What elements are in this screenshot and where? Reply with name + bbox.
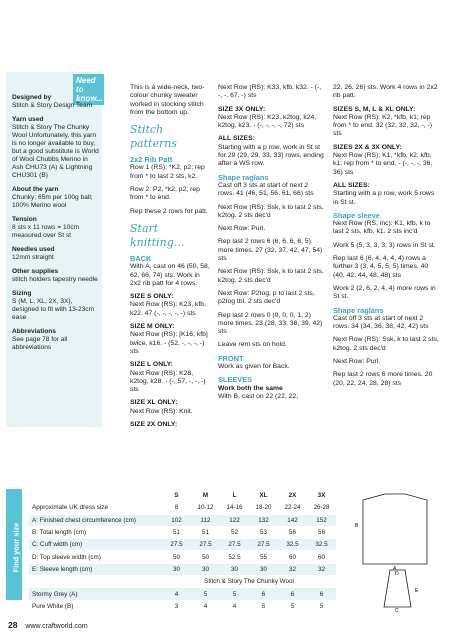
sidebar-heading: Designed by <box>12 94 52 101</box>
table-cell: 27.5 <box>220 539 249 551</box>
page-number: 28 <box>8 620 18 630</box>
sleeve-row-4: Work 2 (2, 6, 2, 4, 4) more rows in St st. <box>333 284 436 301</box>
table-row <box>29 539 336 551</box>
need-to-know-badge: Need to know... <box>73 74 104 105</box>
table-cell: 5 <box>191 588 220 600</box>
rib-row-2: Row 2: P2, *k2, p2; rep from * to end. <box>130 186 200 202</box>
table-cell: 132 <box>249 514 278 526</box>
sidebar-heading: About the yarn <box>12 186 59 193</box>
body-outline <box>363 494 427 564</box>
sidebar-text: 12mm straight <box>12 254 54 261</box>
table-cell: M <box>191 490 220 502</box>
table-cell: 14-16 <box>220 502 249 514</box>
all-sizes-text-2: Starting with a p row, work 5 rows in St st. <box>333 190 435 206</box>
table-row <box>29 502 336 514</box>
table-cell: 5 <box>249 600 278 612</box>
raglans-row-2: Next Row: Purl. <box>218 225 266 233</box>
table-cell: 142 <box>278 514 307 526</box>
find-your-size-tab <box>6 489 22 600</box>
raglans-row-6: Rep last 2 rows 0 (0, 0, 0, 1, 2) more times. 23 (28, 33, 38, 39, 42) sts <box>218 311 323 336</box>
label-b: B <box>355 523 359 529</box>
table-cell: 51 <box>162 526 191 538</box>
all-sizes-heading: ALL SIZES: <box>218 135 255 143</box>
need-to-know-content <box>12 88 100 352</box>
table-cell: 3 <box>162 600 191 612</box>
sleeve-raglans-row-3: Rep last 2 rows 6 more times. 20 (20, 22, 24, 28, 28) sts <box>333 371 433 387</box>
front-text: Work as given for Back. <box>218 363 290 371</box>
table-cell: 5 <box>307 600 336 612</box>
all-sizes-text: Starting with a p row, work in St st for 29 (29, 29, 33, 33) rows, ending after a WS row. <box>218 143 324 168</box>
size-l-text: Next Row (RS): K28, k2tog, k28. - (-, 57, -, -, -) sts <box>130 369 206 394</box>
all-sizes-heading-2: ALL SIZES: <box>333 181 370 189</box>
row-label: E: Sleeve length (cm) <box>29 563 162 575</box>
sleeves-cont-text: 22, 26, 26) sts. Work 4 rows in 2x2 rib patt. <box>333 84 438 100</box>
shape-sleeve-heading: Shape sleeve <box>333 210 380 220</box>
size-m-text: Next Row (RS): [K16, kfb] twice, k16. - (52, -, -, -, -) sts <box>130 331 208 355</box>
row-label: Stormy Grey (A) <box>29 588 162 600</box>
table-cell: 30 <box>249 563 278 575</box>
table-cell: 8 <box>162 502 191 514</box>
sleeve-raglans-heading: Shape raglans <box>333 305 384 315</box>
table-cell: 50 <box>191 551 220 563</box>
rib-repeat: Rep these 2 rows for patt. <box>130 207 208 215</box>
table-cell: 32.5 <box>278 539 307 551</box>
size-3x-text: Next Row (RS): K23, k2tog, k24, k2tog, k23. - (-, -, -, -, 72) sts <box>218 113 317 130</box>
sleeve-row-2: Work 5 (5, 3, 3, 3, 3) rows in St st. <box>333 241 436 249</box>
table-cell: 6 <box>278 588 307 600</box>
sleeve-row-3: Rep last 6 (6, 4, 4, 4, 4) rows a further 3 (3, 4, 5, 5, 5) times. 40 (40, 42, 44, 48, 48) sts <box>333 255 429 279</box>
sidebar-text: 8 sts x 11 rows = 10cm measured over St st <box>12 224 80 239</box>
table-cell: 32.5 <box>307 539 336 551</box>
table-cell: 60 <box>278 551 307 563</box>
sidebar-heading: Yarn used <box>12 116 44 123</box>
sizes-2x3x-text: Next Row (RS): K1, *kfb, k2, kfb, k1; rep from * to end. - (-, -, -, 36, 36) sts <box>333 152 433 176</box>
table-cell: 32 <box>307 563 336 575</box>
shape-raglans-heading: Shape raglans <box>218 172 269 182</box>
garment-schematic <box>345 492 445 612</box>
size-2x-text: Next Row (RS): K33, kfb, k32. - (-, -, -, 67, -) sts <box>218 84 322 100</box>
label-a: A <box>393 566 397 572</box>
table-cell: 32 <box>278 563 307 575</box>
sidebar-text: Chunky; 65m per 100g ball; 100% Merino wool <box>12 194 93 209</box>
table-cell: 6 <box>249 588 278 600</box>
size-table <box>29 490 336 613</box>
label-e: E <box>415 588 419 594</box>
table-cell: 30 <box>162 563 191 575</box>
table-cell: 60 <box>307 551 336 563</box>
stitch-patterns-heading: Stitch patterns <box>130 123 177 151</box>
sidebar-text: Stitch & Story Design Team <box>12 102 93 109</box>
table-cell: 4 <box>162 588 191 600</box>
sidebar-heading: Abbreviations <box>12 328 56 335</box>
sidebar-text: See page 78 for all abbreviations <box>12 336 68 351</box>
table-cell: 5 <box>220 588 249 600</box>
intro-text: This is a wide-neck, two-colour chunky sweater worked in stocking stitch from the bottom up. <box>130 84 205 116</box>
table-cell: 112 <box>191 514 220 526</box>
size-xl-heading: SIZE XL ONLY: <box>130 399 178 407</box>
table-cell: 26-28 <box>307 502 336 514</box>
table-cell: L <box>220 490 249 502</box>
sidebar-heading: Needles used <box>12 246 55 253</box>
table-cell: 3X <box>307 490 336 502</box>
table-cell: 56 <box>307 526 336 538</box>
sidebar-text: Stitch & Story The Chunky Wool Unfortunately, this yarn is no longer available to buy, but a good substitute is World of Wool Chubbs Merino in Ash CHU73 (A) & Lightning CHU301 (B) <box>12 124 99 179</box>
size-3x-heading: SIZE 3X ONLY: <box>218 105 266 113</box>
sidebar-heading: Sizing <box>12 290 32 297</box>
front-heading: FRONT <box>218 353 244 363</box>
raglans-row-7: Leave rem sts on hold. <box>218 341 287 349</box>
size-m-heading: SIZE M ONLY: <box>130 323 175 331</box>
table-cell: 27.5 <box>191 539 220 551</box>
label-c: C <box>395 608 399 612</box>
row-label <box>29 576 162 588</box>
sleeves-subheading: Work both the same <box>218 384 283 392</box>
row-label: C: Cuff width (cm) <box>29 539 162 551</box>
label-d: D <box>395 571 399 577</box>
table-row <box>29 551 336 563</box>
sleeve-row-1: Next Row (RS, inc): K1, kfb, k to last 2 sts, kfb, k1. 2 sts inc'd <box>333 220 431 236</box>
table-cell: 27.5 <box>162 539 191 551</box>
size-s-heading: SIZE S ONLY: <box>130 293 174 301</box>
table-cell: 52 <box>220 526 249 538</box>
sizes-sml-text: Next Row (RS): K2, *kfb, k1; rep from * to end. 32 (32, 32, 32, -, -) sts <box>333 113 432 138</box>
table-cell: 27.5 <box>249 539 278 551</box>
back-heading: BACK <box>130 253 152 263</box>
table-cell: 55 <box>249 551 278 563</box>
start-knitting-heading: Start knitting... <box>130 221 185 249</box>
sleeve-raglans-row-2: Next Row: Purl. <box>333 358 381 366</box>
table-cell: 52.5 <box>220 551 249 563</box>
table-cell: 2X <box>278 490 307 502</box>
row-label <box>29 490 162 502</box>
column-3 <box>333 84 441 393</box>
table-cell: 122 <box>220 514 249 526</box>
table-cell: 51 <box>191 526 220 538</box>
sidebar-heading: Other supplies <box>12 268 59 275</box>
sidebar-text: S (M, L, XL, 2X, 3X), designed to fit with 13-23cm ease <box>12 298 95 321</box>
row-label: Pure White (B) <box>29 600 162 612</box>
sidebar-text: stitch holders tapestry needle <box>12 276 98 283</box>
sleeves-heading: SLEEVES <box>218 375 253 385</box>
page-footer <box>8 620 88 630</box>
raglans-row-4: Next Row (RS): Ssk, k to last 2 sts, k2tog. 2 sts dec'd <box>218 268 324 284</box>
sleeve-raglans-text: Cast off 3 sts at start of next 2 rows. 34 (34, 36, 38, 42, 42) sts <box>333 314 429 331</box>
table-cell: S <box>162 490 191 502</box>
rib-heading: 2x2 Rib Patt <box>130 155 173 165</box>
table-cell: 18-20 <box>249 502 278 514</box>
size-s-text: Next Row (RS): K23, kfb, k22. 47 (-, -, -, -, -) sts <box>130 301 206 317</box>
size-xl-text: Next Row (RS): Knit. <box>130 407 193 415</box>
table-cell: 53 <box>249 526 278 538</box>
row-label: B: Total length (cm) <box>29 526 162 538</box>
size-l-heading: SIZE L ONLY: <box>130 361 173 369</box>
table-row <box>29 490 336 502</box>
table-cell: 56 <box>278 526 307 538</box>
table-cell: 4 <box>191 600 220 612</box>
table-row <box>29 526 336 538</box>
table-row <box>29 588 336 600</box>
table-cell: 30 <box>220 563 249 575</box>
rib-row-1: Row 1 (RS): *K2, p2; rep from * to last 2 sts, k2. <box>130 164 205 180</box>
sidebar-heading: Tension <box>12 216 37 223</box>
row-label: D: Top sleeve width (cm) <box>29 551 162 563</box>
row-label: A: Finished chest circumference (cm) <box>29 514 162 526</box>
raglans-row-1: Next Row (RS): Ssk, k to last 2 sts, k2tog. 2 sts dec'd <box>218 203 324 219</box>
table-cell: 4 <box>220 600 249 612</box>
column-2 <box>218 84 326 406</box>
size-2x-heading: SIZE 2X ONLY: <box>130 421 178 429</box>
table-cell: 5 <box>278 600 307 612</box>
table-cell: 30 <box>191 563 220 575</box>
table-cell: 50 <box>162 551 191 563</box>
sizes-2x3x-heading: SIZES 2X & 3X ONLY: <box>333 143 402 151</box>
find-your-size-label: Find your size <box>11 522 21 573</box>
website: www.craftworld.com <box>25 623 88 630</box>
sizes-sml-heading: SIZES S, M, L & XL ONLY: <box>333 105 416 113</box>
raglans-row-3: Rep last 2 rows 6 (6, 6, 6, 6, 5) more times. 27 (32, 37, 42, 47, 54) sts <box>218 238 323 263</box>
sleeve-raglans-row-1: Next Row (RS): Ssk, k to last 2 sts, k2tog. 2 sts dec'd <box>333 336 439 352</box>
back-text: With A, cast on 46 (50, 58, 62, 66, 74) sts. Work in 2x2 rib patt for 4 rows. <box>130 263 210 287</box>
raglans-row-5: Next Row: P2tog, p to last 2 sts, p2tog tbl. 2 sts dec'd <box>218 289 315 306</box>
table-row <box>29 514 336 526</box>
table-cell: 10-12 <box>191 502 220 514</box>
table-cell: 152 <box>307 514 336 526</box>
table-cell: 102 <box>162 514 191 526</box>
table-cell: 22-24 <box>278 502 307 514</box>
column-1 <box>130 84 210 429</box>
table-row <box>29 576 336 588</box>
table-row <box>29 600 336 612</box>
table-row <box>29 563 336 575</box>
table-cell: 6 <box>307 588 336 600</box>
sleeves-text: With B, cast on 22 (22, 22, <box>218 392 299 400</box>
row-label: Approximate UK dress size <box>29 502 162 514</box>
table-cell: XL <box>249 490 278 502</box>
raglans-text: Cast off 3 sts at start of next 2 rows. 41 (46, 51, 56, 61, 66) sts <box>218 181 314 198</box>
yarn-header: Stitch & Story The Chunky Wool <box>162 576 336 588</box>
